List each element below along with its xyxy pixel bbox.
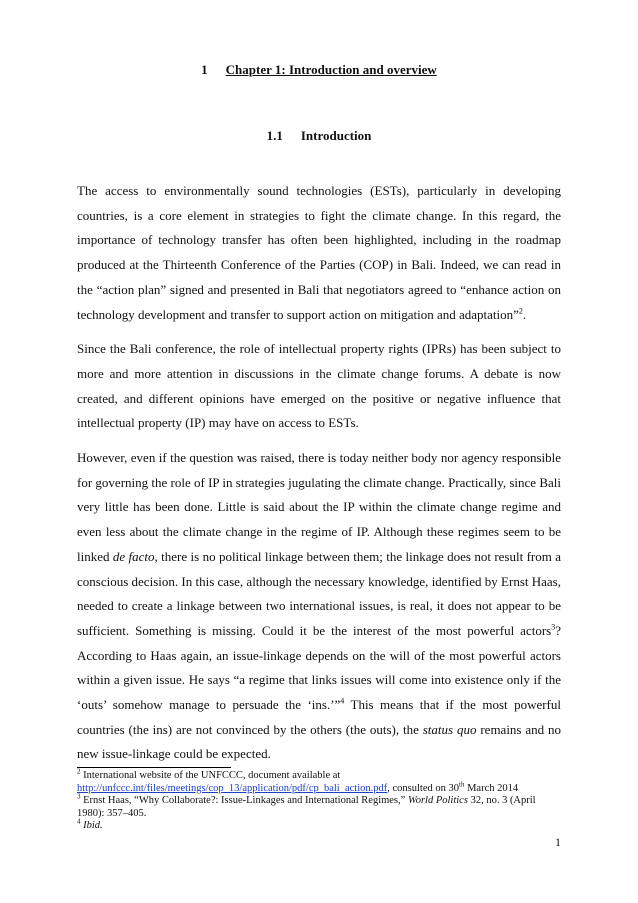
footnote-4-number: 4 — [77, 817, 81, 826]
footnote-ref-4: 4 — [340, 696, 345, 706]
footnote-4-text: Ibid. — [83, 820, 103, 832]
section-title: Introduction — [300, 128, 372, 143]
paragraph-3-part-b: , there is no political linkage between them; the linkage does not result from a conscious decision. In this case, although the necessary knowledge, identified by Ernst Haas, needed to create a linkage between two international issues, is real, it does not appear to be sufficient. Something is missing. Could it be the interest of the most powerful actors — [77, 548, 561, 638]
footnote-2 — [77, 767, 561, 795]
paragraph-2 — [77, 337, 561, 436]
footnote-ref-3: 3 — [551, 622, 556, 632]
paragraph-3-part-e: remains and no new issue-linkage could be expected. — [77, 721, 562, 762]
footnote-2-ordinal: th — [459, 780, 465, 789]
chapter-title: Chapter 1: Introduction and overview — [225, 62, 437, 77]
footnote-3-journal: World Politics — [407, 795, 468, 807]
footnote-3-text: Ernst Haas, “Why Collaborate?: Issue-Linkages and International Regimes,” — [80, 795, 408, 807]
section-number: 1.1 — [266, 128, 283, 143]
paragraph-1 — [77, 179, 561, 327]
page-number: 1 — [555, 835, 561, 849]
footnote-3-rest: 32, no. 3 (April 1980): 357–405. — [77, 795, 536, 819]
footnote-2-number: 2 — [77, 767, 81, 776]
paragraph-2-text: Since the Bali conference, the role of intellectual property rights (IPRs) has been subject to more and more attention in discussions in the climate change forums. A debate is now created, and different opinions have emerged on the positive or negative influence that intellectual property (IP) may have on access to ESTs. — [77, 341, 561, 431]
footnote-3 — [77, 792, 561, 820]
paragraph-3-part-a: However, even if the question was raised, there is today neither body nor agency responsible for governing the role of IP in strategies jugulating the climate change. Practically, since Bali very little has been done. Little is said about the IP within the climate change regime and even less about the climate change in the regime of IP. Although these regimes seem to be linked — [77, 450, 561, 564]
footnote-2-end: March 2014 — [464, 782, 519, 794]
italic-de-facto: de facto — [112, 548, 155, 564]
paragraph-3-part-c: ? According to Haas again, an issue-linkage depends on the will of the most powerful actors within a given issue. He says “a regime that links issues will come into existence only if the ‘outs’ somehow manage to persuade the ‘ins.’” — [77, 622, 561, 713]
body-text — [77, 179, 561, 777]
section-heading — [0, 128, 638, 144]
paragraph-1-text: The access to environmentally sound technologies (ESTs), particularly in developing countries, is a core element in strategies to fight the climate change. In this regard, the importance of technology transfer has often been highlighted, including in the roadmap produced at the Thirteenth Conference of the Parties (COP) in Bali. Indeed, we can read in the “action plan” signed and presented in Bali that negotiators agreed to “enhance action on technology development and transfer to support action on mitigation and adaptation” — [77, 183, 561, 322]
footnote-4 — [77, 817, 561, 833]
italic-status-quo: status quo — [422, 721, 477, 737]
footnote-2-after-link: , consulted on 30 — [387, 782, 460, 794]
paragraph-3 — [77, 446, 561, 767]
footnotes — [77, 767, 561, 833]
footnote-2-text: International website of the UNFCCC, document available at — [80, 770, 341, 781]
chapter-heading — [0, 62, 638, 78]
chapter-number: 1 — [201, 62, 208, 77]
footnote-separator — [77, 767, 231, 768]
paragraph-3-part-d: This means that if the most powerful countries (the ins) are not convinced by the others (the outs), the — [77, 697, 561, 737]
footnote-3-number: 3 — [77, 792, 81, 801]
paragraph-1-end: . — [522, 306, 527, 322]
footnote-ref-2: 2 — [518, 306, 523, 316]
footnote-2-link[interactable]: http://unfccc.int/files/meetings/cop_13/application/pdf/cp_bali_action.pdf — [77, 782, 388, 794]
